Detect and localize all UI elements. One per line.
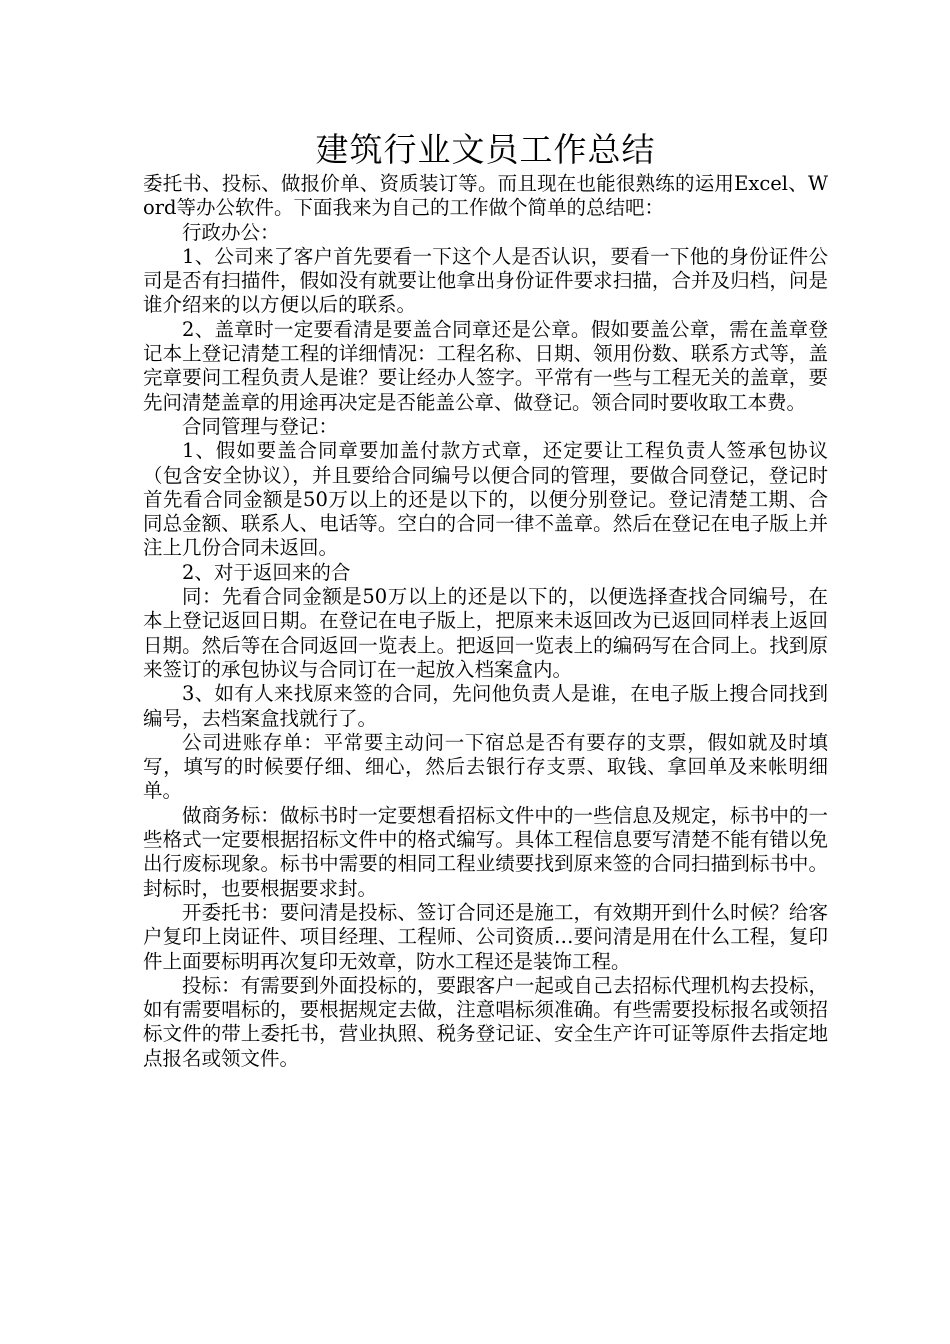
paragraph-intro: 委托书、投标、做报价单、资质装订等。而且现在也能很熟练的运用Excel、Word等办公软件。下面我来为自己的工作做个简单的总结吧： — [143, 172, 828, 220]
paragraph-admin-2: 2、盖章时一定要看清是要盖合同章还是公章。假如要盖公章，需在盖章登记本上登记清楚工程的详细情况：工程名称、日期、领用份数、联系方式等，盖完章要问工程负责人是谁？要让经办人签字。平常有一些与工程无关的盖章，要先问清楚盖章的用途再决定是否能盖公章、做登记。领合同时要收取工本费。 — [143, 317, 828, 414]
section-heading-admin: 行政办公： — [182, 220, 280, 244]
paragraph-business-bid: 做商务标：做标书时一定要想看招标文件中的一些信息及规定，标书中的一些格式一定要根据招标文件中的格式编写。具体工程信息要写清楚不能有错以免出行废标现象。标书中需要的相同工程业绩要找到原来签的合同扫描到标书中。封标时，也要根据要求封。 — [143, 803, 828, 900]
paragraph-contract-2: 同：先看合同金额是50万以上的还是以下的，以便选择查找合同编号，在本上登记返回日期。在登记在电子版上，把原来未返回改为已返回同样表上返回日期。然后等在合同返回一览表上。把返回一览表上的编码写在合同上。找到原来签订的承包协议与合同订在一起放入档案盒内。 — [143, 585, 828, 681]
section-heading-contract: 合同管理与登记： — [182, 414, 339, 438]
document-page — [143, 128, 828, 1071]
paragraph-contract-2-lead: 2、对于返回来的合 — [182, 560, 351, 584]
paragraph-bidding: 投标：有需要到外面投标的，要跟客户一起或自己去招标代理机构去投标，如有需要唱标的，要根据规定去做，注意唱标须准确。有些需要投标报名或领招标文件的带上委托书，营业执照、税务登记证、安全生产许可证等原件去指定地点报名或领文件。 — [143, 973, 828, 1070]
document-title: 建筑行业文员工作总结 — [315, 130, 656, 169]
paragraph-deposit: 公司进账存单：平常要主动问一下宿总是否有要存的支票，假如就及时填写，填写的时候要仔细、细心，然后去银行存支票、取钱、拿回单及来帐明细单。 — [143, 730, 828, 803]
paragraph-contract-1: 1、假如要盖合同章要加盖付款方式章，还定要让工程负责人签承包协议（包含安全协议），并且要给合同编号以便合同的管理，要做合同登记，登记时首先看合同金额是50万以上的还是以下的，以便分别登记。登记清楚工期、合同总金额、联系人、电话等。空白的合同一律不盖章。然后在登记在电子版上并注上几份合同未返回。 — [143, 439, 828, 560]
paragraph-admin-1: 1、公司来了客户首先要看一下这个人是否认识，要看一下他的身份证件公司是否有扫描件，假如没有就要让他拿出身份证件要求扫描，合并及归档，问是谁介绍来的以方便以后的联系。 — [143, 244, 828, 317]
document-body — [143, 172, 828, 1071]
paragraph-contract-3: 3、如有人来找原来签的合同，先问他负责人是谁，在电子版上搜合同找到编号，去档案盒找就行了。 — [143, 682, 828, 730]
paragraph-authorization: 开委托书：要问清是投标、签订合同还是施工，有效期开到什么时候？给客户复印上岗证件、项目经理、工程师、公司资质…要问清是用在什么工程，复印件上面要标明再次复印无效章，防水工程还是装饰工程。 — [143, 900, 828, 973]
